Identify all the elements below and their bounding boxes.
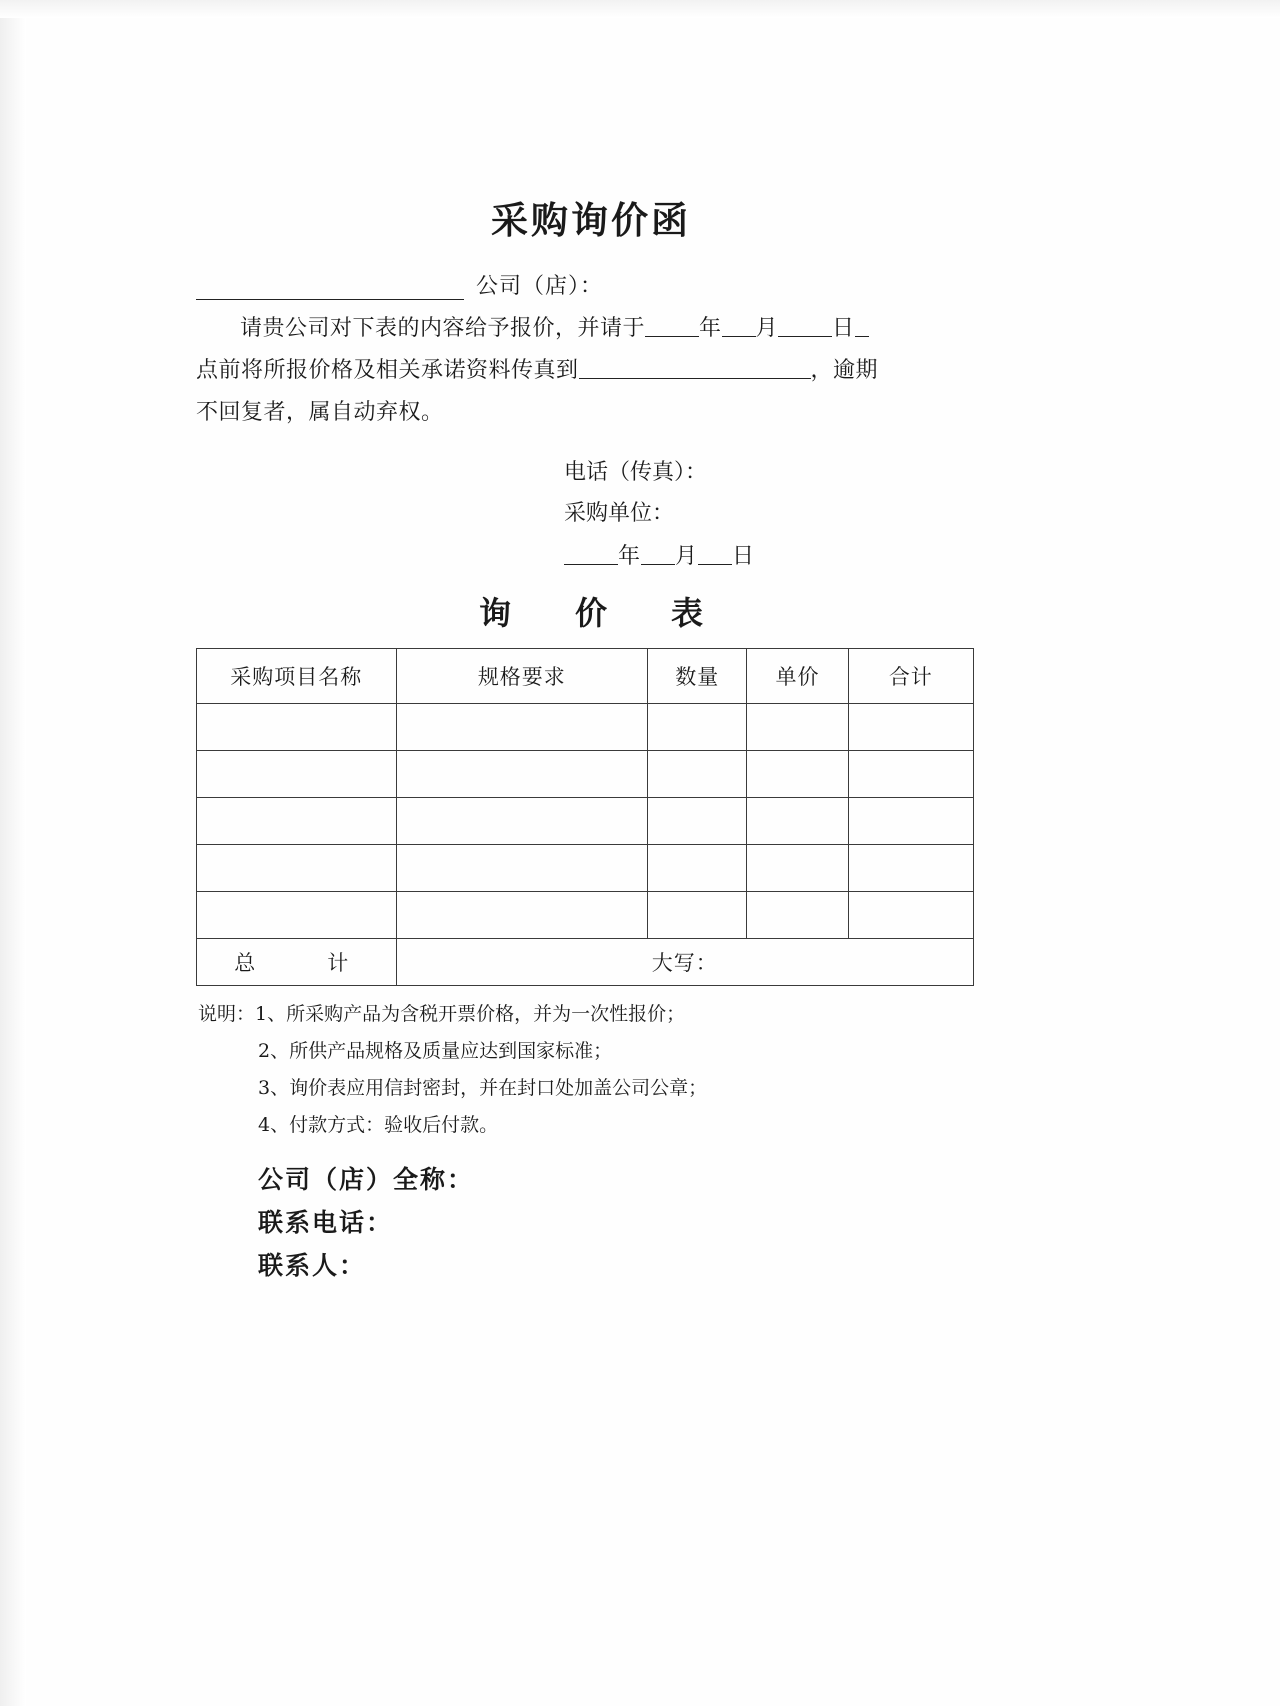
cell-item-name[interactable] bbox=[197, 844, 397, 891]
sign-month-label: 月 bbox=[675, 543, 699, 569]
notes-section bbox=[196, 996, 986, 1144]
supplier-fields bbox=[196, 1158, 986, 1287]
cell-spec[interactable] bbox=[396, 797, 648, 844]
table-row[interactable] bbox=[197, 891, 974, 938]
column-header-item-name: 采购项目名称 bbox=[197, 648, 397, 703]
scan-edge-left bbox=[0, 0, 26, 1706]
cell-total[interactable] bbox=[848, 797, 973, 844]
cell-unit-price[interactable] bbox=[747, 797, 848, 844]
table-row[interactable] bbox=[197, 844, 974, 891]
signature-date-line bbox=[196, 539, 986, 570]
quotation-table bbox=[196, 648, 974, 986]
deadline-month-label: 月 bbox=[755, 316, 779, 341]
request-paragraph-line2 bbox=[196, 352, 986, 390]
cell-unit-price[interactable] bbox=[747, 703, 848, 750]
deadline-day-blank[interactable] bbox=[778, 318, 832, 337]
request-paragraph-comma: ，逾期 bbox=[810, 357, 879, 383]
table-row[interactable] bbox=[197, 703, 974, 750]
sign-month-blank[interactable] bbox=[641, 546, 675, 565]
summary-amount-in-words[interactable]: 大写： bbox=[396, 938, 974, 985]
sign-year-label: 年 bbox=[618, 543, 642, 569]
notes-lead-label: 说明： bbox=[198, 1002, 256, 1025]
deadline-month-blank[interactable] bbox=[722, 318, 756, 337]
column-header-quantity: 数量 bbox=[648, 648, 747, 703]
cell-total[interactable] bbox=[848, 891, 973, 938]
column-header-spec: 规格要求 bbox=[396, 648, 648, 703]
deadline-year-label: 年 bbox=[699, 316, 722, 341]
note-item: 2、所供产品规格及质量应达到国家标准； bbox=[258, 1039, 613, 1062]
table-title: 询 价 表 bbox=[478, 593, 719, 632]
cell-item-name[interactable] bbox=[197, 750, 397, 797]
cell-item-name[interactable] bbox=[197, 797, 397, 844]
sign-day-blank[interactable] bbox=[698, 546, 732, 565]
contact-block bbox=[196, 453, 986, 534]
sign-year-blank[interactable] bbox=[564, 546, 618, 565]
cell-spec[interactable] bbox=[396, 844, 648, 891]
request-paragraph bbox=[196, 310, 986, 348]
note-item: 3、询价表应用信封密封，并在封口处加盖公司公章； bbox=[258, 1076, 708, 1099]
cell-item-name[interactable] bbox=[197, 891, 397, 938]
table-header-row bbox=[197, 648, 974, 703]
addressee-label: 公司（店）： bbox=[476, 274, 604, 299]
request-paragraph-line3: 不回复者，属自动弃权。 bbox=[196, 399, 444, 425]
cell-total[interactable] bbox=[848, 750, 973, 797]
request-paragraph-prefix: 请贵公司对下表的内容给予报价，并请于 bbox=[240, 316, 646, 341]
column-header-unitprice: 单价 bbox=[747, 648, 848, 703]
field-contact-person[interactable]: 联系人： bbox=[258, 1251, 367, 1281]
deadline-hour-blank[interactable] bbox=[855, 318, 869, 337]
summary-label: 总 计 bbox=[197, 938, 397, 985]
phone-label: 电话（传真）： bbox=[564, 460, 708, 486]
cell-quantity[interactable] bbox=[648, 797, 747, 844]
note-item bbox=[196, 996, 986, 1033]
cell-spec[interactable] bbox=[396, 750, 648, 797]
table-row[interactable] bbox=[197, 750, 974, 797]
fax-number-blank[interactable] bbox=[579, 360, 811, 379]
cell-quantity[interactable] bbox=[648, 703, 747, 750]
scan-edge-top bbox=[0, 0, 1280, 18]
cell-total[interactable] bbox=[848, 844, 973, 891]
cell-quantity[interactable] bbox=[648, 844, 747, 891]
field-company-full-name[interactable]: 公司（店）全称： bbox=[258, 1165, 475, 1195]
deadline-year-blank[interactable] bbox=[645, 318, 699, 337]
note-item: 4、付款方式：验收后付款。 bbox=[258, 1114, 499, 1136]
field-contact-phone[interactable]: 联系电话： bbox=[258, 1208, 394, 1238]
document-content bbox=[196, 190, 986, 1287]
cell-spec[interactable] bbox=[396, 891, 648, 938]
purchasing-unit-label: 采购单位： bbox=[564, 501, 675, 527]
column-header-total: 合计 bbox=[848, 648, 973, 703]
sign-day-label: 日 bbox=[732, 543, 756, 569]
deadline-day-label: 日 bbox=[832, 316, 855, 341]
addressee-row bbox=[196, 270, 986, 300]
addressee-blank-field[interactable] bbox=[196, 279, 464, 300]
table-row[interactable] bbox=[197, 797, 974, 844]
cell-quantity[interactable] bbox=[648, 891, 747, 938]
cell-spec[interactable] bbox=[396, 703, 648, 750]
cell-unit-price[interactable] bbox=[747, 750, 848, 797]
cell-total[interactable] bbox=[848, 703, 973, 750]
page-title: 采购询价函 bbox=[491, 198, 691, 242]
cell-quantity[interactable] bbox=[648, 750, 747, 797]
cell-item-name[interactable] bbox=[197, 703, 397, 750]
cell-unit-price[interactable] bbox=[747, 844, 848, 891]
table-summary-row bbox=[197, 938, 974, 985]
cell-unit-price[interactable] bbox=[747, 891, 848, 938]
note-text: 1、所采购产品为含税开票价格，并为一次性报价； bbox=[255, 1002, 686, 1025]
request-paragraph-mid: 点前将所报价格及相关承诺资料传真到 bbox=[196, 357, 579, 383]
